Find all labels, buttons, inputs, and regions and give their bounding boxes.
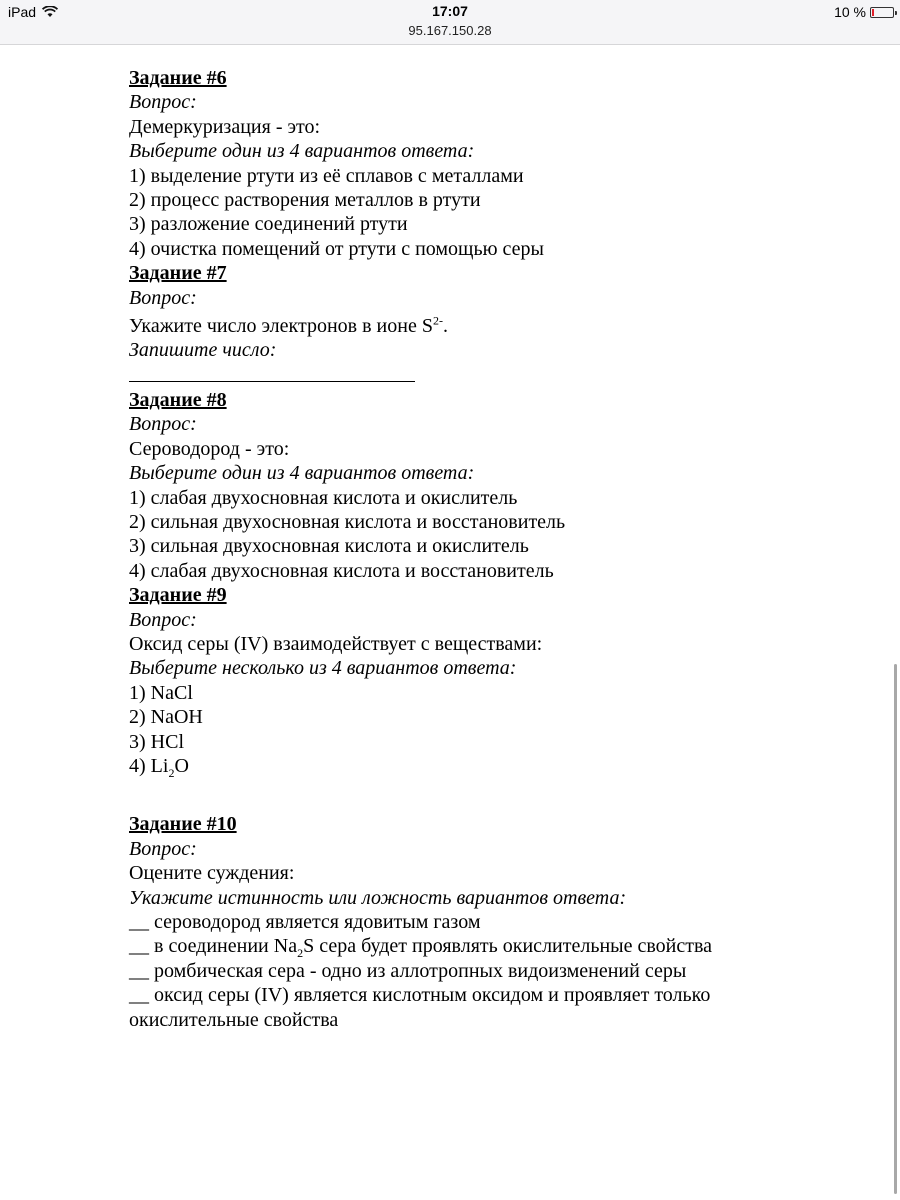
status-right — [834, 4, 894, 20]
task-9-title: Задание #9 — [129, 584, 227, 607]
sodium-subscript: 2 — [297, 946, 304, 961]
task-10-question: Оцените суждения: — [129, 862, 295, 885]
task-7-instruction: Запишите число: — [129, 339, 277, 362]
task-6-title: Задание #6 — [129, 67, 227, 89]
task-10-instruction: Укажите истинность или ложность вариантов ответа: — [129, 886, 627, 909]
task-8-option-1: 1) слабая двухосновная кислота и окислитель — [129, 486, 518, 509]
lithium-subscript: 2 — [168, 765, 175, 780]
clock: 17:07 — [432, 3, 468, 19]
task-8-question-label: Вопрос: — [129, 413, 197, 436]
device-label: iPad — [8, 4, 37, 20]
task-10-statement-2-text: __ в соединении Na — [129, 935, 298, 958]
battery-percent: 10 % — [834, 4, 866, 20]
task-6-option-2: 2) процесс растворения металлов в ртути — [129, 189, 481, 212]
task-6-instruction: Выберите один из 4 вариантов ответа: — [129, 140, 475, 163]
task-7-answer-line[interactable] — [129, 363, 415, 382]
task-9-option-2: 2) NaOH — [129, 706, 203, 729]
task-9-option-4-text: 4) Li — [129, 754, 169, 777]
task-10-title: Задание #10 — [129, 813, 237, 836]
task-9-option-4 — [129, 754, 849, 778]
task-9-option-1: 1) NaCl — [129, 681, 193, 704]
task-6-question: Демеркуризация - это: — [129, 115, 321, 138]
task-6-option-3: 3) разложение соединений ртути — [129, 213, 408, 236]
task-6-option-1: 1) выделение ртути из её сплавов с металлами — [129, 164, 524, 187]
task-9-instruction: Выберите несколько из 4 вариантов ответа: — [129, 657, 517, 680]
task-8-question: Сероводород - это: — [129, 437, 290, 460]
task-6-question-label: Вопрос: — [129, 91, 197, 114]
spacer — [129, 778, 849, 802]
task-10-statement-2-end: S сера будет проявлять окислительные свойства — [303, 935, 713, 958]
task-8-option-4: 4) слабая двухосновная кислота и восстановитель — [129, 559, 554, 582]
task-8-option-3: 3) сильная двухосновная кислота и окислитель — [129, 535, 529, 558]
task-8-instruction: Выберите один из 4 вариантов ответа: — [129, 462, 475, 485]
scrollbar[interactable] — [894, 664, 897, 1194]
task-8-title: Задание #8 — [129, 388, 227, 411]
task-9-option-4-end: O — [174, 754, 189, 777]
task-10-statement-2 — [129, 934, 849, 961]
document-body — [129, 66, 849, 1032]
task-6-option-4: 4) очистка помещений от ртути с помощью серы — [129, 237, 544, 260]
task-10-statement-3: __ ромбическая сера - одно из аллотропных видоизменений серы — [129, 959, 687, 982]
ion-charge: 2- — [432, 313, 443, 328]
task-7-title: Задание #7 — [129, 262, 227, 285]
task-7-question — [129, 314, 849, 338]
task-7-question-text: Укажите число электронов в ионе S — [129, 315, 433, 338]
battery-icon — [870, 7, 894, 18]
task-9-question-label: Вопрос: — [129, 608, 197, 631]
task-10-question-label: Вопрос: — [129, 837, 197, 860]
task-7-question-label: Вопрос: — [129, 286, 197, 309]
task-10-statement-4: __ оксид серы (IV) является кислотным оксидом и проявляет только окислительные свойства — [129, 984, 711, 1031]
address-bar-url[interactable]: 95.167.150.28 — [408, 23, 492, 38]
task-9-question: Оксид серы (IV) взаимодействует с веществами: — [129, 632, 543, 655]
task-7-question-end: . — [442, 315, 448, 338]
task-9-option-3: 3) HCl — [129, 730, 184, 753]
battery-fill — [872, 9, 874, 16]
task-8-option-2: 2) сильная двухосновная кислота и восстановитель — [129, 510, 566, 533]
task-10-statement-1: __ сероводород является ядовитым газом — [129, 911, 481, 933]
status-bar — [0, 0, 900, 45]
